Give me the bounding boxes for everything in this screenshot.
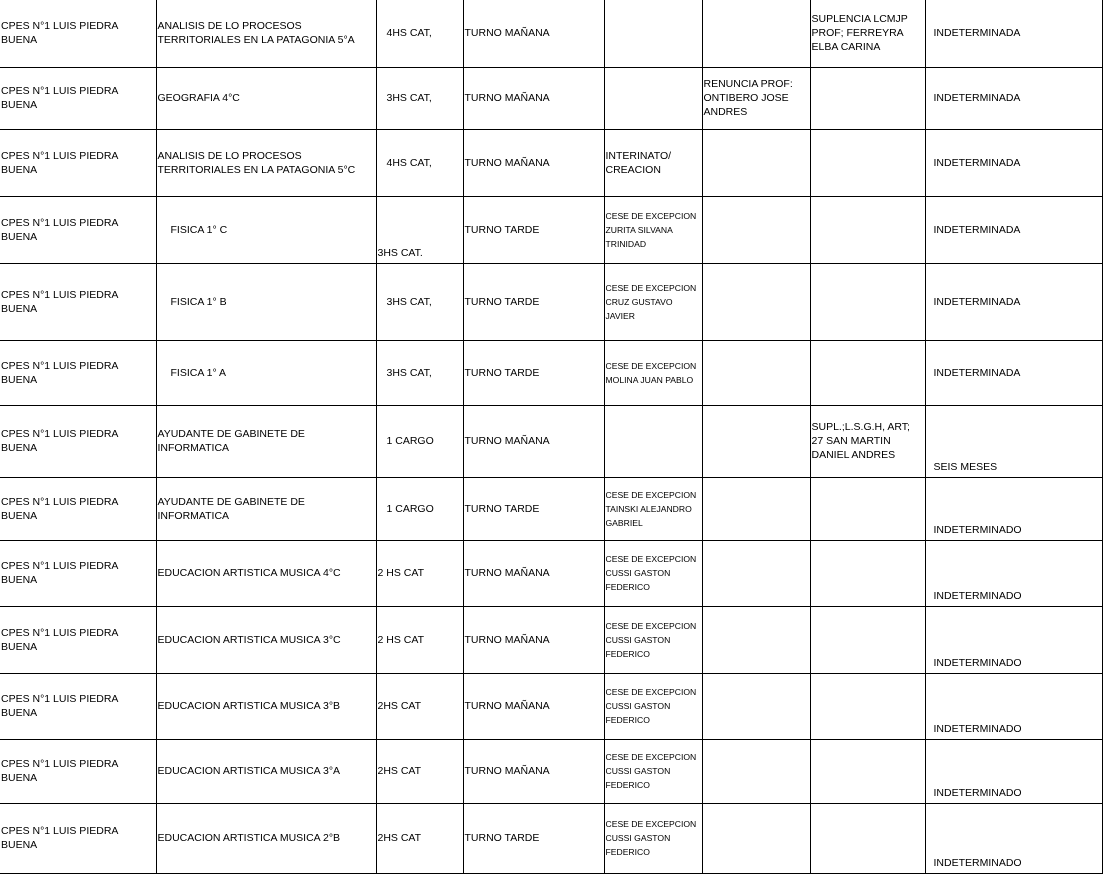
reason-cell (702, 477, 810, 540)
reason-cell (702, 340, 810, 405)
note-cell (810, 540, 925, 606)
hours-cell: 1 CARGO (376, 405, 463, 477)
term-cell: INDETERMINADO (925, 803, 1102, 873)
hours-cell: 2HS CAT (376, 739, 463, 803)
shift-cell: TURNO TARDE (463, 340, 604, 405)
note-cell (810, 263, 925, 340)
shift-cell: TURNO MAÑANA (463, 405, 604, 477)
table-row (0, 540, 1102, 606)
subject-cell: EDUCACION ARTISTICA MUSICA 3°B (156, 673, 376, 739)
table-row (0, 739, 1102, 803)
cause-cell (604, 0, 702, 67)
school-cell: CPES N°1 LUIS PIEDRA BUENA (0, 673, 156, 739)
term-cell: INDETERMINADA (925, 129, 1102, 196)
reason-cell (702, 263, 810, 340)
term-cell: INDETERMINADA (925, 196, 1102, 263)
term-cell: INDETERMINADA (925, 67, 1102, 129)
term-cell: SEIS MESES (925, 405, 1102, 477)
cause-cell: CESE DE EXCEPCION ZURITA SILVANA TRINIDAD (604, 196, 702, 263)
shift-cell: TURNO MAÑANA (463, 606, 604, 673)
hours-cell: 3HS CAT, (376, 340, 463, 405)
hours-cell: 2HS CAT (376, 673, 463, 739)
table-row (0, 129, 1102, 196)
cause-cell: CESE DE EXCEPCION CUSSI GASTON FEDERICO (604, 606, 702, 673)
subject-cell: EDUCACION ARTISTICA MUSICA 2°B (156, 803, 376, 873)
subject-cell: EDUCACION ARTISTICA MUSICA 3°C (156, 606, 376, 673)
table-row (0, 803, 1102, 873)
note-cell (810, 129, 925, 196)
table-row (0, 673, 1102, 739)
term-cell: INDETERMINADA (925, 340, 1102, 405)
shift-cell: TURNO TARDE (463, 477, 604, 540)
cause-cell: CESE DE EXCEPCION CUSSI GASTON FEDERICO (604, 739, 702, 803)
reason-cell (702, 129, 810, 196)
term-cell: INDETERMINADO (925, 540, 1102, 606)
note-cell (810, 673, 925, 739)
table-row (0, 263, 1102, 340)
table-row (0, 477, 1102, 540)
shift-cell: TURNO MAÑANA (463, 67, 604, 129)
table-row (0, 340, 1102, 405)
reason-cell: RENUNCIA PROF: ONTIBERO JOSE ANDRES (702, 67, 810, 129)
reason-cell (702, 405, 810, 477)
school-cell: CPES N°1 LUIS PIEDRA BUENA (0, 606, 156, 673)
shift-cell: TURNO MAÑANA (463, 129, 604, 196)
hours-cell: 1 CARGO (376, 477, 463, 540)
hours-cell: 3HS CAT, (376, 263, 463, 340)
cause-cell (604, 405, 702, 477)
school-cell: CPES N°1 LUIS PIEDRA BUENA (0, 340, 156, 405)
hours-cell: 3HS CAT, (376, 67, 463, 129)
reason-cell (702, 606, 810, 673)
subject-cell: FISICA 1° A (156, 340, 376, 405)
note-cell (810, 67, 925, 129)
note-cell (810, 196, 925, 263)
note-cell (810, 340, 925, 405)
table-row (0, 405, 1102, 477)
cause-cell (604, 67, 702, 129)
hours-cell: 2 HS CAT (376, 540, 463, 606)
term-cell: INDETERMINADO (925, 673, 1102, 739)
shift-cell: TURNO MAÑANA (463, 739, 604, 803)
note-cell (810, 477, 925, 540)
hours-cell: 4HS CAT, (376, 0, 463, 67)
table-row (0, 606, 1102, 673)
subject-cell: EDUCACION ARTISTICA MUSICA 3°A (156, 739, 376, 803)
cause-cell: CESE DE EXCEPCION TAINSKI ALEJANDRO GABRIEL (604, 477, 702, 540)
reason-cell (702, 673, 810, 739)
school-cell: CPES N°1 LUIS PIEDRA BUENA (0, 540, 156, 606)
reason-cell (702, 739, 810, 803)
note-cell: SUPL.;L.S.G.H, ART; 27 SAN MARTIN DANIEL ANDRES (810, 405, 925, 477)
hours-cell: 3HS CAT. (376, 196, 463, 263)
reason-cell (702, 196, 810, 263)
subject-cell: FISICA 1° C (156, 196, 376, 263)
school-cell: CPES N°1 LUIS PIEDRA BUENA (0, 129, 156, 196)
table-row (0, 67, 1102, 129)
note-cell (810, 606, 925, 673)
school-cell: CPES N°1 LUIS PIEDRA BUENA (0, 477, 156, 540)
cause-cell: CESE DE EXCEPCION CRUZ GUSTAVO JAVIER (604, 263, 702, 340)
subject-cell: FISICA 1° B (156, 263, 376, 340)
hours-cell: 4HS CAT, (376, 129, 463, 196)
hours-cell: 2HS CAT (376, 803, 463, 873)
term-cell: INDETERMINADO (925, 739, 1102, 803)
table-row (0, 196, 1102, 263)
shift-cell: TURNO MAÑANA (463, 540, 604, 606)
shift-cell: TURNO TARDE (463, 196, 604, 263)
school-cell: CPES N°1 LUIS PIEDRA BUENA (0, 196, 156, 263)
reason-cell (702, 803, 810, 873)
subject-cell: ANALISIS DE LO PROCESOS TERRITORIALES EN LA PATAGONIA 5°A (156, 0, 376, 67)
shift-cell: TURNO TARDE (463, 263, 604, 340)
subject-cell: EDUCACION ARTISTICA MUSICA 4°C (156, 540, 376, 606)
reason-cell (702, 0, 810, 67)
term-cell: INDETERMINADO (925, 477, 1102, 540)
cause-cell: INTERINATO/ CREACION (604, 129, 702, 196)
shift-cell: TURNO MAÑANA (463, 673, 604, 739)
table-row (0, 0, 1102, 67)
school-cell: CPES N°1 LUIS PIEDRA BUENA (0, 739, 156, 803)
term-cell: INDETERMINADA (925, 263, 1102, 340)
note-cell (810, 739, 925, 803)
cause-cell: CESE DE EXCEPCION CUSSI GASTON FEDERICO (604, 803, 702, 873)
school-cell: CPES N°1 LUIS PIEDRA BUENA (0, 803, 156, 873)
school-cell: CPES N°1 LUIS PIEDRA BUENA (0, 405, 156, 477)
subject-cell: GEOGRAFIA 4°C (156, 67, 376, 129)
school-cell: CPES N°1 LUIS PIEDRA BUENA (0, 0, 156, 67)
subject-cell: AYUDANTE DE GABINETE DE INFORMATICA (156, 405, 376, 477)
school-cell: CPES N°1 LUIS PIEDRA BUENA (0, 263, 156, 340)
reason-cell (702, 540, 810, 606)
note-cell: SUPLENCIA LCMJP PROF; FERREYRA ELBA CARINA (810, 0, 925, 67)
shift-cell: TURNO TARDE (463, 803, 604, 873)
shift-cell: TURNO MAÑANA (463, 0, 604, 67)
term-cell: INDETERMINADA (925, 0, 1102, 67)
term-cell: INDETERMINADO (925, 606, 1102, 673)
hours-cell: 2 HS CAT (376, 606, 463, 673)
school-cell: CPES N°1 LUIS PIEDRA BUENA (0, 67, 156, 129)
subject-cell: ANALISIS DE LO PROCESOS TERRITORIALES EN LA PATAGONIA 5°C (156, 129, 376, 196)
cause-cell: CESE DE EXCEPCION CUSSI GASTON FEDERICO (604, 673, 702, 739)
cause-cell: CESE DE EXCEPCION MOLINA JUAN PABLO (604, 340, 702, 405)
subject-cell: AYUDANTE DE GABINETE DE INFORMATICA (156, 477, 376, 540)
note-cell (810, 803, 925, 873)
cause-cell: CESE DE EXCEPCION CUSSI GASTON FEDERICO (604, 540, 702, 606)
